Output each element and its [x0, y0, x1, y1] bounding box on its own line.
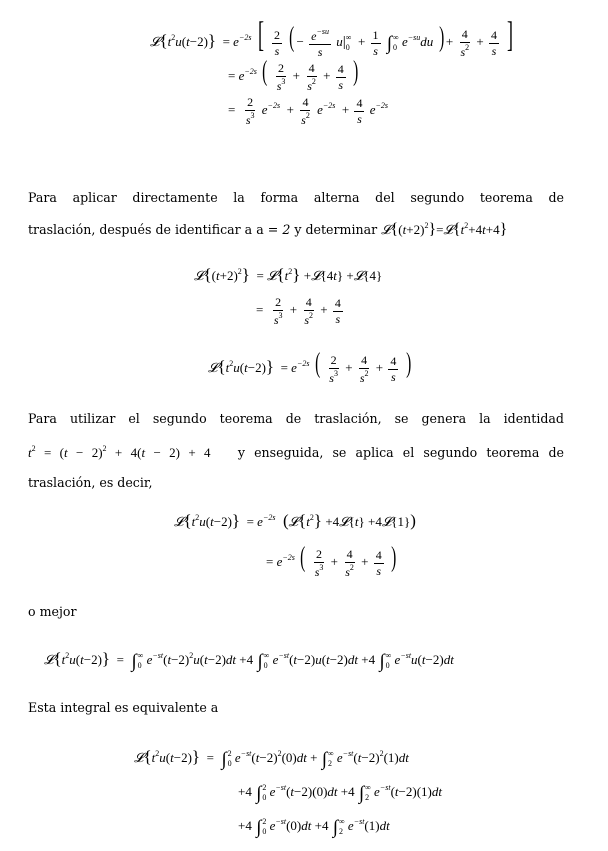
paragraph-2-line3: traslación, es decir,: [28, 475, 153, 490]
eq5-line1: $𝓛\{t^2u(t-2)\} = \int_0^2$ $e^{-st}(t-2)^2(0)dt + \int_2^\infty$ $e^{-st}(t-2)^2(1)dt$: [134, 747, 409, 770]
paragraph-1-line1: Para aplicar directamente la forma alterna del segundo teorema de: [28, 190, 564, 205]
eq3-line1: $𝓛\{t^2u(t-2)\} = e^{-2s}$ ($𝓛\{t^2\}$ +4𝓛{t} +4𝓛{1}): [174, 511, 416, 530]
eq1-line3: = $\frac{2}{s^3}$ $e^{-2s}$ + $\frac{4}{s^2}$ $e^{-2s}$ + $\frac{4}{s}$ $e^{-2s}$: [228, 95, 389, 127]
eq2-line1: $𝓛\{(t+2)^2\}$ = $𝓛\{t^2\}$ +𝓛{4t} +𝓛{4}: [194, 265, 383, 284]
o-mejor-text: o mejor: [28, 604, 77, 619]
paragraph-2-line1: Para utilizar el segundo teorema de traslación, se genera la identidad: [28, 411, 564, 426]
paragraph-1: [28, 184, 564, 244]
esta-integral-text: Esta integral es equivalente a: [28, 700, 219, 715]
eq5-line3: +4 $\int_0^2$ $e^{-st}(0)dt +4$ $\int_2^\infty$ $e^{-st}(1)dt$: [238, 817, 390, 838]
eq2-line2: = $\frac{2}{s^3}$ + $\frac{4}{s^2}$ + $\frac{4}{s}$: [256, 295, 341, 327]
eq4: $𝓛\{t^2u(t-2)\} = \int_0^\infty$ $e^{-st}(t-2)^2u(t-2)dt +4$ $\int_0^\infty$ $e^{-st}(t-2)u(t-2)dt +4$ $\int_0^\infty$ $e^{-st}u(t-2)dt$: [44, 649, 454, 672]
eq3-line2: = $e^{-2s}$ ( $\frac{2}{s^3}$ + $\frac{4}{s^2}$ + $\frac{4}{s}$ ): [266, 542, 397, 579]
paragraph-2-line2: $t^2 = (t - 2)^2 + 4(t - 2) + 4$ y enseguida, se aplica el segundo teorema de: [28, 444, 564, 460]
paragraph-2: [28, 404, 564, 498]
eq2-line3: $𝓛\{t^2u(t-2)\} = e^{-2s}$ ( $\frac{2}{s^3}$ + $\frac{4}{s^2}$ + $\frac{4}{s}$ ): [208, 348, 411, 385]
paragraph-1-line2: traslación, después de identificar a a = 2 y determinar $𝓛\{(t+2)^2\}=𝓛\{t^2+4t+4\}$: [28, 221, 508, 238]
eq1-line2: = $e^{-2s}$ ( $\frac{2}{s^3}$ + $\frac{4}{s^2}$ + $\frac{4}{s}$ ): [228, 56, 359, 93]
eq5-line2: +4 $\int_0^2$ $e^{-st}(t-2)(0)dt +4$ $\int_2^\infty$ $e^{-st}(t-2)(1)dt$: [238, 783, 443, 804]
eq1-line1: $𝓛\{t^2u(t-2)\} = e^{-2s}$ [ $\frac{2}{s}$ ( − $\frac{e^{-su}}{s}$ $u|_0^\infty$ + $\frac{1}{s}$ $\int_0^\infty$ $e^{-su}du$ ) + $\frac{4}{s^2}$ + $\frac{4}{s}$ ]: [150, 14, 514, 59]
